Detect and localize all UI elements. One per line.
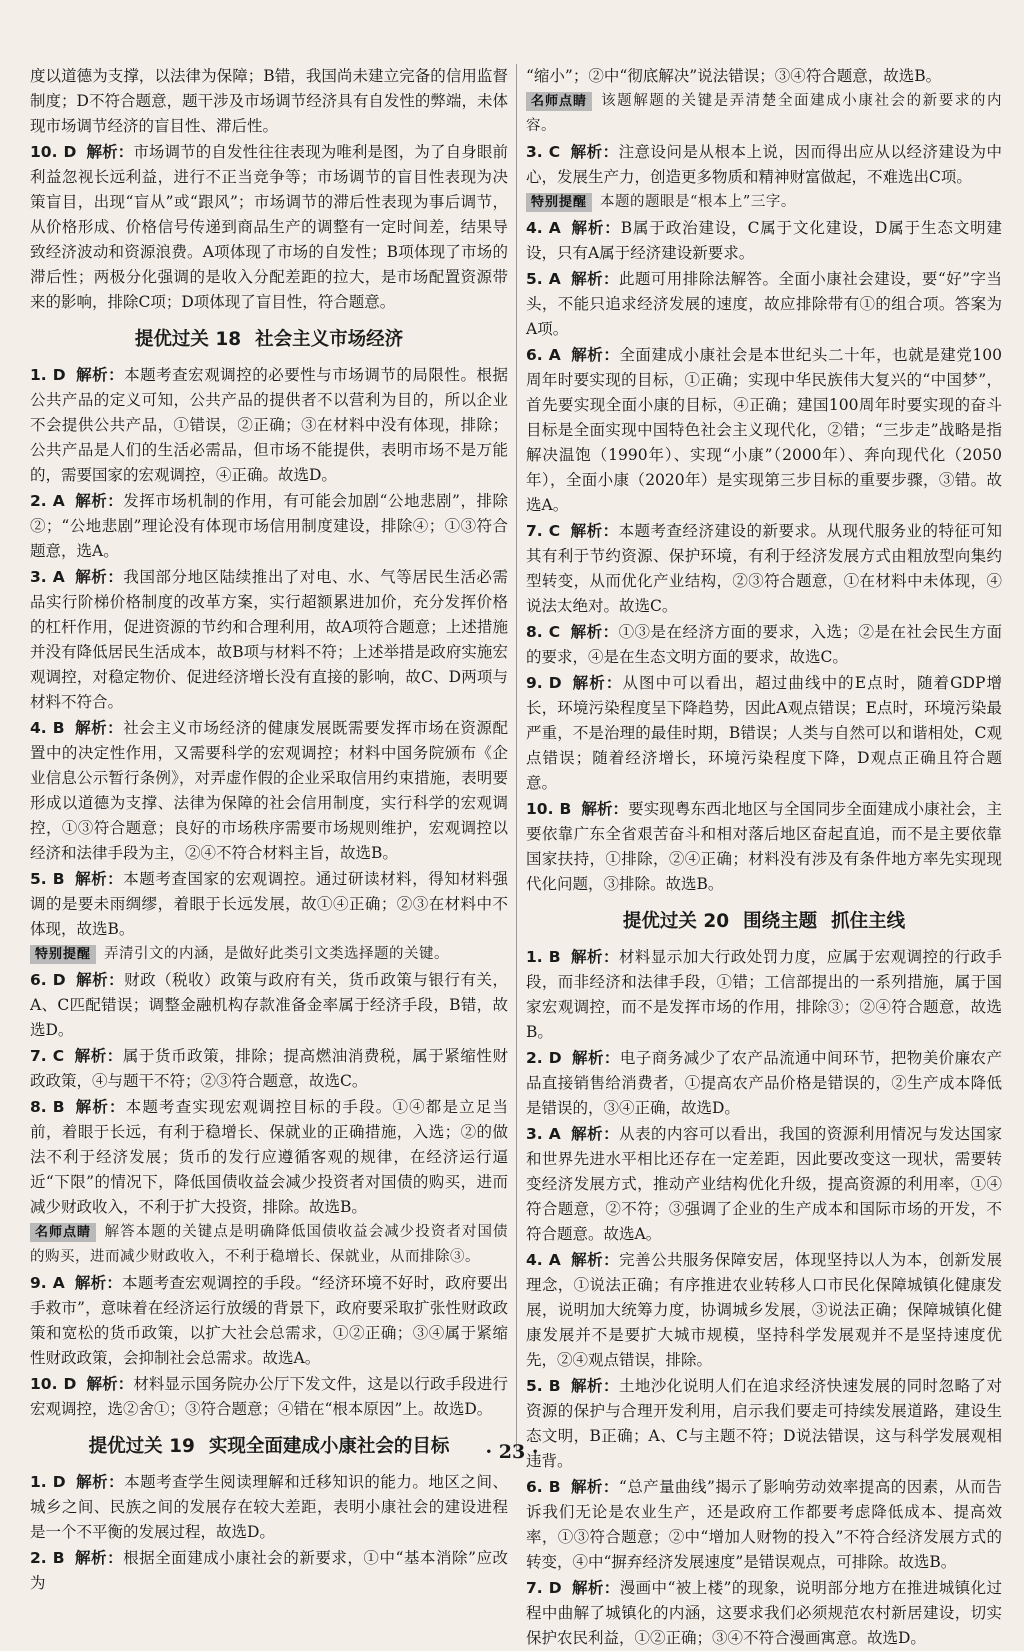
item-number: 4. <box>526 219 543 237</box>
note-text: 该题解题的关键是弄清楚全面建成小康社会的新要求的内容。 <box>526 93 1002 134</box>
note-text: 解答本题的关键点是明确降低国债收益会减少投资者对国债的购买，进而减少财政收入，不利于稳增长、保就业，从而排除③。 <box>30 1224 508 1265</box>
item-text: 本题考查宏观调控的手段。“经济环境不好时，政府要出手救市”，意味着在经济运行放缓的背景下，政府要采取扩张性财政政策和宽松的货币政策，以扩大社会总需求，①②正确；③④属于紧缩性财政政策，会抑制社会总需求。故选A。 <box>30 1274 508 1367</box>
item-text: 要实现粤东西北地区与全国同步全面建成小康社会，主要依靠广东全省艰苦奋斗和相对落后地区奋起直追，而不是主要依靠国家扶持，①排除，②④正确；材料没有涉及有条件地方率先实现现代化问题，③排除。故选B。 <box>526 800 1002 893</box>
item-answer: D <box>548 674 562 692</box>
note-tag: 特别提醒 <box>526 193 592 212</box>
analysis-label: 解析： <box>570 622 619 641</box>
analysis-label: 解析： <box>581 799 629 818</box>
answer-item <box>526 215 1002 266</box>
item-text: ①③是在经济方面的要求，入选；②是在社会民生方面的要求，④是在生态文明方面的要求，故选C。 <box>526 623 1002 666</box>
note-tag: 名师点睛 <box>30 1223 96 1242</box>
analysis-label: 解析： <box>75 970 125 989</box>
item-text: 从表的内容可以看出，我国的资源利用情况与发达国家和世界先进水平相比还存在一定差距，因此要改变这一现状，需要转变经济发展方式，推动产业结构优化升级，提高资源的利用率，①④符合题意，②不符；③强调了企业的生产成本和国际市场的开发，不符合题意。故选A。 <box>526 1125 1002 1243</box>
page-number: · 23 · <box>485 1441 539 1463</box>
analysis-label: 解析： <box>74 567 124 586</box>
answer-item <box>526 139 1002 190</box>
section-number: 提优过关 20 <box>622 911 730 932</box>
item-number: 6. <box>526 346 543 364</box>
answer-item <box>30 967 508 1043</box>
item-number: 1. <box>30 366 47 384</box>
item-text: 完善公共服务保障安居，体现坚持以人为本，创新发展理念，①说法正确；有序推进农业转移人口市民化保障城镇化健康发展，说明加大统筹力度，协调城乡发展，③说法正确；保障城镇化健康发展并不是要扩大城市规模，坚持科学发展观并不是坚持速度优先，②④观点错误，排除。 <box>526 1251 1002 1369</box>
item-number: 4. <box>30 719 47 737</box>
item-answer: A <box>52 568 65 586</box>
analysis-label: 解析： <box>570 1477 619 1496</box>
analysis-label: 解析： <box>570 345 620 364</box>
analysis-label: 解析： <box>570 142 619 161</box>
item-number: 3. <box>526 143 543 161</box>
item-text: 根据全面建成小康社会的新要求，①中“基本消除”应改为 <box>30 1549 508 1592</box>
item-text: 材料显示加大行政处罚力度，应属于宏观调控的行政手段，而非经济和法律手段，①错；工信部提出的一系列措施，属于国家宏观调控，而不是发挥市场的作用，排除③；②④符合题意，故选B。 <box>526 948 1002 1041</box>
item-answer: B <box>52 1098 65 1116</box>
analysis-label: 解析： <box>570 521 619 540</box>
item-text: 我国部分地区陆续推出了对电、水、气等居民生活必需品实行阶梯价格制度的改革方案，实行超额累进加价，充分发挥价格的杠杆作用，促进资源的节约和合理利用，故A项符合题意；上述措施并没有降低居民生活成本，故B项与材料不符；上述举措是政府实施宏观调控，对稳定物价、促进经济增长没有直接的影响，故C、D两项与材料不符合。 <box>30 568 508 711</box>
item-number: 3. <box>30 568 47 586</box>
item-text: 本题考查实现宏观调控目标的手段。①④都是立足当前，着眼于长远，有利于稳增长、保就业的正确措施，入选；②的做法不利于经济发展；货币的发行应遵循客观的规律，在经济运行逼近“下限”的情况下，降低国债收益会减少投资者对国债的购买，进而减少财政收入，不利于扩大投资，排除。故选B。 <box>30 1098 508 1216</box>
continued-text: 度以道德为支撑，以法律为保障；B错，我国尚未建立完备的信用监督制度；D不符合题意，题干涉及市场调节经济具有自发性的弊端，未体现市场调节经济的盲目性、滞后性。 <box>30 67 508 135</box>
answer-item <box>30 1043 508 1094</box>
item-number: 5. <box>526 1377 543 1395</box>
note-box <box>526 190 1002 215</box>
item-answer: B <box>52 870 65 888</box>
analysis-label: 解析： <box>86 142 134 161</box>
item-number: 2. <box>30 492 47 510</box>
analysis-label: 解析： <box>75 1472 125 1491</box>
item-text: 本题考查经济建设的新要求。从现代服务业的特征可知其有利于节约资源、保护环境，有利于经济发展方式由粗放型向集约型转变，从而优化产业结构，②③符合题意，①在材料中未体现，④说法太绝对。故选C。 <box>526 522 1002 615</box>
analysis-label: 解析： <box>571 673 623 692</box>
answer-item <box>526 619 1002 670</box>
item-answer: B <box>548 1377 561 1395</box>
item-number: 4. <box>526 1251 543 1269</box>
note-text: 弄清引文的内涵，是做好此类引文类选择题的关键。 <box>104 946 450 962</box>
item-number: 9. <box>30 1274 47 1292</box>
analysis-label: 解析： <box>570 269 619 288</box>
analysis-label: 解析： <box>570 947 619 966</box>
answer-item <box>30 1270 508 1371</box>
item-text: 注意设问是从根本上说，因而得出应从以经济建设为中心，发展生产力，创造更多物质和精神财富做起，不难选出C项。 <box>526 143 1002 186</box>
analysis-label: 解析： <box>74 491 124 510</box>
note-tag: 名师点睛 <box>526 92 592 111</box>
analysis-label: 解析： <box>75 365 125 384</box>
section-number: 提优过关 18 <box>134 329 242 350</box>
column-divider <box>516 64 517 1452</box>
item-answer: B <box>548 1478 561 1496</box>
item-number: 2. <box>30 1549 47 1567</box>
answer-item <box>526 342 1002 518</box>
note-tag: 特别提醒 <box>30 945 96 964</box>
item-text: 电子商务减少了农产品流通中间环节，把物美价廉农产品直接销售给消费者，①提高农产品价格是错误的，②生产成本降低是错误的，③④正确，故选D。 <box>526 1049 1002 1117</box>
analysis-label: 解析： <box>74 1046 123 1065</box>
answer-item <box>30 564 508 715</box>
item-text: 财政（税收）政策与政府有关，货币政策与银行有关，A、C匹配错误；调整金融机构存款准备金率属于经济手段，B错，故选D。 <box>30 971 508 1039</box>
item-number: 6. <box>30 971 47 989</box>
item-answer: D <box>548 1049 562 1067</box>
item-answer: D <box>63 143 77 161</box>
section-name: 社会主义市场经济 <box>255 329 404 350</box>
item-answer: C <box>548 623 561 641</box>
item-answer: B <box>52 719 65 737</box>
item-number: 5. <box>526 270 543 288</box>
left-column <box>30 64 508 1596</box>
item-number: 8. <box>526 623 543 641</box>
item-number: 6. <box>526 1478 543 1496</box>
item-number: 7. <box>526 1579 543 1597</box>
item-number: 2. <box>526 1049 543 1067</box>
analysis-label: 解析： <box>74 1548 124 1567</box>
analysis-label: 解析： <box>74 718 124 737</box>
item-answer: B <box>52 1549 65 1567</box>
note-box <box>526 89 1002 139</box>
item-answer: C <box>52 1047 65 1065</box>
answer-item <box>526 796 1002 897</box>
item-text: 漫画中“被上楼”的现象，说明部分地方在推进城镇化过程中曲解了城镇化的内涵，这要求我们必须规范农村新居建设，切实保护农民利益，①②正确；③④不符合漫画寓意。故选D。 <box>526 1579 1002 1647</box>
item-answer: D <box>52 971 66 989</box>
item-answer: C <box>548 143 561 161</box>
answer-item <box>526 944 1002 1045</box>
item-number: 7. <box>30 1047 47 1065</box>
item-answer: B <box>548 948 561 966</box>
item-number: 3. <box>526 1125 543 1143</box>
continued-text: “缩小”；②中“彻底解决”说法错误；③④符合题意，故选B。 <box>526 67 942 85</box>
item-number: 7. <box>526 522 543 540</box>
analysis-label: 解析： <box>570 218 621 237</box>
item-number: 10. <box>30 143 58 161</box>
item-answer: A <box>548 1125 561 1143</box>
item-text: 属于货币政策，排除；提高燃油消费税，属于紧缩性财政政策，④与题干不符；②③符合题意，故选C。 <box>30 1047 508 1090</box>
item-text: 全面建成小康社会是本世纪头二十年，也就是建党100周年时要实现的目标，①正确；实现中华民族伟大复兴的“中国梦”，首先要实现全面小康的目标，④正确；建国100周年时要实现的奋斗目标是全面实现中国特色社会主义现代化，②错；“三步走”战略是指解决温饱（1990年）、实现“小康”（2000年）、奔向现代化（2050年），全面小康（2020年）是实现第三步目标的重要步骤，③错。故选A。 <box>526 346 1002 514</box>
section-title <box>30 327 508 352</box>
right-column <box>526 64 1002 1651</box>
item-text: 发挥市场机制的作用，有可能会加剧“公地悲剧”，排除②；“公地悲剧”理论没有体现市场信用制度建设，排除④；①③符合题意，选A。 <box>30 492 508 560</box>
answer-item <box>30 715 508 866</box>
item-text: 市场调节的自发性往往表现为唯利是图，为了自身眼前利益忽视长远利益，进行不正当竞争等；市场调节的盲目性表现为决策盲目，出现“盲从”或“跟风”；市场调节的滞后性表现为事后调节，从价格形成、价格信号传递到商品生产的调整有一定时间差，结果导致经济波动和资源浪费。A项体现了市场的自发性；B项体现了市场的滞后性；两极分化强调的是收入分配差距的拉大，是市场配置资源带来的影响，排除C项；D项体现了盲目性，符合题意。 <box>30 143 508 311</box>
section-title <box>526 909 1002 934</box>
item-answer: C <box>548 522 561 540</box>
answer-item <box>30 488 508 564</box>
item-text: 社会主义市场经济的健康发展既需要发挥市场在资源配置中的决定性作用，又需要科学的宏观调控；材料中国务院颁布《企业信息公示暂行条例》，对弄虚作假的企业采取信用约束措施，表明要形成以道德为支撑、法律为保障的社会信用制度，实行科学的宏观调控，①③符合题意；良好的市场秩序需要市场规则维护，宏观调控以经济和法律手段为主，②④不符合材料主旨，故选B。 <box>30 719 508 862</box>
item-answer: D <box>63 1375 77 1393</box>
item-answer: A <box>52 1274 65 1292</box>
section-name-2: 抓住主线 <box>831 911 906 932</box>
section-name: 实现全面建成小康社会的目标 <box>208 1436 450 1457</box>
item-answer: D <box>548 1579 562 1597</box>
analysis-label: 解析： <box>74 1097 126 1116</box>
item-text: 土地沙化说明人们在追求经济快速发展的同时忽略了对资源的保护与合理开发利用，启示我们要走可持续发展道路，建设生态文明，B正确；A、C与主题不符；D说法错误，这与科学发展观相违背。 <box>526 1377 1002 1470</box>
answer-item <box>30 1545 508 1596</box>
analysis-label: 解析： <box>571 1578 620 1597</box>
answer-item <box>526 518 1002 619</box>
note-text: 本题的题眼是“根本上”三字。 <box>600 194 796 210</box>
answer-item <box>30 1371 508 1422</box>
item-number: 9. <box>526 674 543 692</box>
section-number: 提优过关 19 <box>88 1436 195 1457</box>
item-answer: D <box>52 366 66 384</box>
answer-item <box>526 1121 1002 1247</box>
item-number: 1. <box>30 1473 47 1491</box>
analysis-label: 解析： <box>570 1376 619 1395</box>
item-number: 5. <box>30 870 47 888</box>
answer-item <box>526 266 1002 342</box>
answer-item <box>30 866 508 942</box>
item-answer: A <box>548 1251 561 1269</box>
item-text: 从图中可以看出，超过曲线中的E点时，随着GDP增长，环境污染程度呈下降趋势，因此A观点错误；E点时，环境污染最严重，不是治理的最佳时期，B错误；人类与自然可以和谐相处，C观点错误；随着经济增长，环境污染程度下降，D观点正确且符合题意。 <box>526 674 1002 792</box>
analysis-label: 解析： <box>86 1374 134 1393</box>
item-text: 本题考查学生阅读理解和迁移知识的能力。地区之间、城乡之间、民族之间的发展存在较大差距，表明小康社会的建设进程是一个不平衡的发展过程，故选D。 <box>30 1473 508 1541</box>
item-text: 本题考查国家的宏观调控。通过研读材料，得知材料强调的是要未雨绸缪，着眼于长远发展，故①④正确；②③在材料中不体现，故选B。 <box>30 870 508 938</box>
answer-item <box>526 1474 1002 1575</box>
item-number: 1. <box>526 948 543 966</box>
answer-item <box>526 1247 1002 1373</box>
item-answer: A <box>548 346 561 364</box>
item-number: 10. <box>30 1375 58 1393</box>
item-text: 本题考查宏观调控的必要性与市场调节的局限性。根据公共产品的定义可知，公共产品的提供者不以营利为目的，所以企业不会提供公共产品，①错误，②正确；③在材料中没有体现，排除；公共产品是人们的生活必需品，但市场不能提供，表明市场不是万能的，需要国家的宏观调控，④正确。故选D。 <box>30 366 508 484</box>
item-answer: B <box>559 800 572 818</box>
answer-item <box>526 1045 1002 1121</box>
analysis-label: 解析： <box>570 1250 620 1269</box>
analysis-label: 解析： <box>571 1048 620 1067</box>
answer-item <box>30 139 508 315</box>
item-text: B属于政治建设，C属于文化建设，D属于生态文明建设，只有A属于经济建设新要求。 <box>526 219 1002 262</box>
item-number: 8. <box>30 1098 47 1116</box>
answer-item <box>526 670 1002 796</box>
answer-item <box>30 1469 508 1545</box>
item-number: 10. <box>526 800 554 818</box>
item-answer: A <box>52 492 65 510</box>
item-text: “总产量曲线”揭示了影响劳动效率提高的因素，从而告诉我们无论是农业生产，还是政府工作都要考虑降低成本、提高效率，①③符合题意；②中“增加人财物的投入”不符合经济发展方式的转变，④中“摒弃经济发展速度”是错误观点，可排除。故选B。 <box>526 1478 1002 1571</box>
answer-item <box>30 1094 508 1220</box>
analysis-label: 解析： <box>570 1124 620 1143</box>
answer-item <box>30 362 508 488</box>
analysis-label: 解析： <box>74 869 124 888</box>
note-box <box>30 1220 508 1270</box>
item-text: 材料显示国务院办公厅下发文件，这是以行政手段进行宏观调控，选②舍①；③符合题意；④错在“根本原因”上。故选D。 <box>30 1375 508 1418</box>
item-answer: D <box>52 1473 66 1491</box>
item-text: 此题可用排除法解答。全面小康社会建设，要“好”字当头，不能只追求经济发展的速度，故应排除带有①的组合项。答案为A项。 <box>526 270 1002 338</box>
section-name: 围绕主题 <box>743 911 818 932</box>
analysis-label: 解析： <box>74 1273 123 1292</box>
item-answer: A <box>548 270 561 288</box>
item-answer: A <box>548 219 561 237</box>
answer-item <box>526 1575 1002 1651</box>
note-box <box>30 942 508 967</box>
